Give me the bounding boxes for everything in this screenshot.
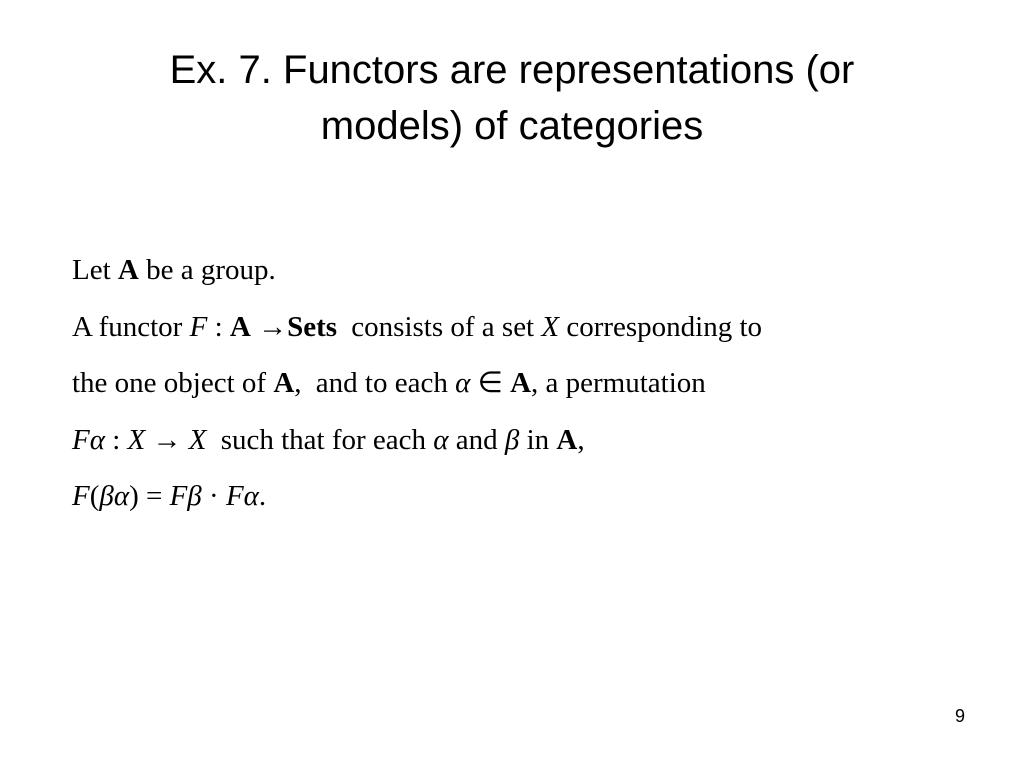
- math-F-beta: Fβ: [169, 480, 202, 512]
- math-X: X: [127, 423, 146, 456]
- text: and to each: [315, 367, 448, 399]
- math-alpha: α: [433, 423, 449, 456]
- text: a permutation: [545, 367, 706, 399]
- math-beta-alpha: βα: [99, 480, 130, 512]
- body-line-1: [72, 242, 1002, 299]
- comma: ,: [531, 367, 539, 399]
- text: in: [526, 423, 550, 456]
- text: corresponding to: [566, 310, 763, 343]
- math-arrow: →: [258, 310, 288, 343]
- math-bold-A: A: [556, 423, 578, 456]
- math-bold-Sets: Sets: [287, 310, 338, 343]
- math-paren-close: ): [129, 480, 139, 512]
- title-line-2: models) of categories: [320, 104, 704, 148]
- text: consists of a set: [351, 310, 535, 343]
- period: .: [258, 480, 267, 512]
- math-bold-A: A: [510, 367, 532, 399]
- math-F: F: [189, 310, 208, 343]
- text: Let: [72, 254, 111, 286]
- comma: ,: [577, 423, 585, 456]
- body-line-3: [72, 355, 1002, 412]
- math-beta: β: [504, 423, 520, 456]
- text: the one object of: [72, 367, 267, 399]
- page-number: 9: [954, 706, 965, 726]
- math-element-of: ∈: [477, 367, 503, 399]
- math-bold-A: A: [229, 310, 251, 343]
- math-bold-A: A: [273, 367, 295, 399]
- math-dot: ·: [209, 480, 219, 512]
- math-bold-A: A: [117, 254, 139, 286]
- text: and: [455, 423, 498, 456]
- math-equals: =: [145, 480, 163, 512]
- text: such that for each: [220, 423, 427, 456]
- body-line-5: [72, 468, 1002, 525]
- math-F: F: [72, 480, 90, 512]
- math-arrow: →: [152, 423, 182, 456]
- math-F-alpha: Fα: [72, 423, 105, 456]
- title-line-1: Ex. 7. Functors are representations (or: [169, 48, 855, 92]
- math-colon: :: [214, 310, 223, 343]
- math-X: X: [541, 310, 560, 343]
- text: A functor: [72, 310, 183, 343]
- math-colon: :: [112, 423, 121, 456]
- comma: ,: [294, 367, 302, 399]
- math-paren-open: (: [89, 480, 100, 512]
- slide-body: [72, 242, 1002, 525]
- text: be a group.: [146, 254, 276, 286]
- slide-title: [0, 42, 1024, 154]
- math-X: X: [188, 423, 207, 456]
- math-alpha: α: [455, 367, 471, 399]
- body-line-4: [72, 412, 1002, 469]
- math-F-alpha: Fα: [225, 480, 259, 512]
- body-line-2: [72, 299, 1002, 356]
